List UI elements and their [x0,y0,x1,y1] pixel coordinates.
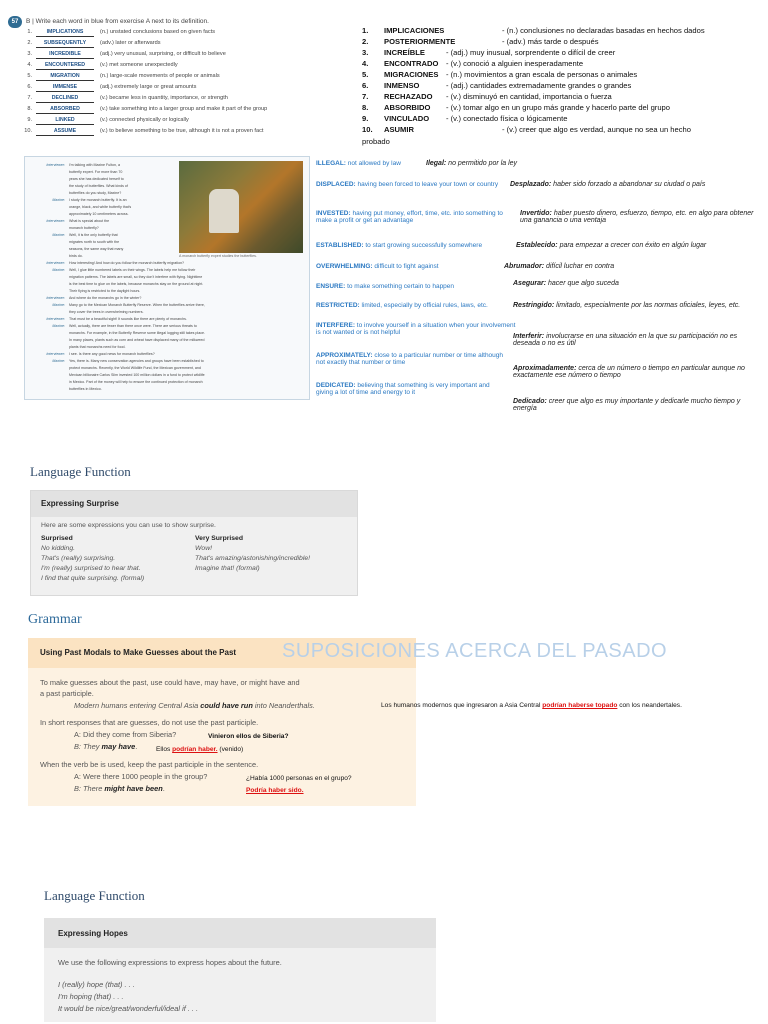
reading-line [29,198,127,202]
grammar-example-3a: A: Were there 1000 people in the group? [74,772,208,781]
reading-line [29,380,203,384]
grammar-example-2b: B: They may have. [74,742,138,751]
vocab-term: Ilegal: [426,160,447,167]
reading-line [29,212,129,216]
item-number: 6. [362,81,369,90]
line-text: butterflies do you study, Maxine? [69,191,122,195]
line-text: orange, black, and white butterfly that's [69,205,132,209]
hope-expression: It would be nice/great/wonderful/ideal if . . . [58,1004,199,1013]
very-surprised-expression: Wow! [195,545,212,552]
answer-blank[interactable]: IMPLICATIONS [36,29,94,37]
definition: (adv.) later or afterwards [100,40,161,46]
reading-line [29,254,83,258]
vocab-es-item [504,263,754,270]
speaker: Interviewer: [46,352,65,356]
vocab-def: no permitido por la ley [446,160,518,167]
surprised-expression: I'm (really) surprised to hear that. [41,565,141,572]
note-spanish-3b: Podría haber sido. [246,787,304,794]
line-text: monarchs. For example, in the Butterfly Reserve some illegal logging still takes place. [69,331,206,335]
item-word: INMENSO [384,81,420,90]
note-spanish-1: Los humanos modernos que ingresaron a Asia Central podrían haberse topado con los neandertales. [381,702,682,709]
vocab-term: Desplazado: [510,181,552,188]
note-spanish-2b: Ellos podrían haber. (venido) [156,746,244,753]
answer-blank[interactable]: DECLINED [36,95,94,103]
vocab-def: involucrarse en una situación en la que su participación no es deseada o no es útil [513,333,738,347]
row-number: 2. [27,40,32,46]
item-definition: - (adj.) cantidades extremadamente grandes o grandes [446,81,632,90]
reading-line [29,310,144,314]
vocab-term: INVESTED: [316,210,351,217]
item-number: 1. [362,26,369,35]
box-intro: Here are some expressions you can use to show surprise. [41,522,216,529]
vocab-def: hacer que algo suceda [546,280,619,287]
reading-line [29,296,141,300]
spanish-list-item [362,81,762,92]
reading-line [29,170,122,174]
answer-blank[interactable]: ABSORBED [36,106,94,114]
vocab-term: DISPLACED: [316,181,356,188]
reading-line [29,240,119,244]
line-text: Many go to the Mexican Monarch Butterfly Reserve. When the butterflies arrive there, [69,303,205,307]
definition: (v.) to believe something to be true, although it is not a proven fact [100,128,264,134]
item-number: 9. [362,114,369,123]
spanish-list-item [362,37,762,48]
spanish-list-item [362,26,762,37]
vocab-def: haber puesto dinero, esfuerzo, tiempo, etc. en algo para obtener una ganancia o una ventaja [520,210,754,224]
reading-line [29,219,109,223]
note-spanish-3a: ¿Había 1000 personas en el grupo? [246,775,352,782]
speaker: Maxine: [52,268,65,272]
grammar-example-1: Modern humans entering Central Asia could have run into Neanderthals. [74,701,315,710]
row-number: 3. [27,51,32,57]
box-header-text: Expressing Surprise [41,499,119,508]
vocab-en-item [316,322,516,336]
butterfly-photo [179,161,303,253]
reading-line [29,387,102,391]
reading-line [29,352,155,356]
reading-line [29,317,187,321]
reading-line [29,275,202,279]
item-number: 7. [362,92,369,101]
language-function-title: Language Function [30,464,131,479]
line-text: they cover the trees in overwhelming numbers. [69,310,144,314]
hope-expression: I (really) hope (that) . . . [58,980,135,989]
definition: (v.) met someone unexpectedly [100,62,178,68]
expressing-surprise-box [30,490,358,596]
line-text: approximately 10 centimeters across. [69,212,129,216]
reading-passage [24,156,310,400]
answer-blank[interactable]: LINKED [36,117,94,125]
exercise-row [27,62,348,72]
item-number: 2. [362,37,369,46]
line-text: Well, I glue little numbered labels on their wings. The labels help me follow their [69,268,196,272]
exercise-row [24,128,348,138]
vocab-def: to make something certain to happen [345,283,455,290]
item-number: 8. [362,103,369,112]
line-text: butterfly expert. For more than 70 [69,170,123,174]
line-text: That must be a beautiful sight! It sounds like there are plenty of monarchs. [69,317,187,321]
line-text: What is special about the [69,219,110,223]
box-header-text: Expressing Hopes [58,929,128,938]
definition: (v.) became less in quantity, importance, or strength [100,95,228,101]
line-text: In many places, plants such as corn and wheat have displaced many of the milkweed [69,338,205,342]
vocab-es-item [510,181,756,188]
row-number: 6. [27,84,32,90]
item-word: MIGRACIONES [384,70,439,79]
vocab-es-item [520,210,756,224]
vocab-en-item [316,210,516,224]
item-definition: - (v.) disminuyó en cantidad, importancia o fuerza [446,92,612,101]
col-head-surprised: Surprised [41,535,73,542]
exercise-row [27,95,348,105]
vocab-def: to involve yourself in a situation when your involvement is not wanted or is not helpful [316,322,516,336]
reading-line [29,268,195,272]
reading-line [29,303,205,307]
grammar-overlay-title: SUPOSICIONES ACERCA DEL PASADO [282,640,668,662]
speaker: Interviewer: [46,296,65,300]
item-definition: - (v.) conoció a alguien inesperadamente [446,59,584,68]
answer-blank[interactable]: ENCOUNTERED [36,62,94,70]
line-text: I see. Is there any good news for monarch butterflies? [69,352,155,356]
vocab-term: OVERWHELMING: [316,263,373,270]
definition: (v.) connected physically or logically [100,117,189,123]
grammar-header-text: Using Past Modals to Make Guesses about the Past [40,648,237,657]
hope-expression: I'm hoping (that) . . . [58,992,124,1001]
vocab-def: not allowed by law [345,160,401,167]
very-surprised-expression: Imagine that! (formal) [195,565,260,572]
reading-line [29,247,123,251]
line-text: Well, actually, there are fewer than there once were. There are serious threats to [69,324,197,328]
vocab-term: Establecido: [516,242,558,249]
item-number: 5. [362,70,369,79]
exercise-row [27,73,348,83]
vocab-es-item [513,365,759,379]
row-number: 9. [27,117,32,123]
answer-blank[interactable]: INCREDIBLE [36,51,94,59]
line-text: butterflies in Mexico. [69,387,102,391]
vocab-def: close to a particular number or time although not exactly that number or time [316,352,504,366]
vocab-def: having been forced to leave your town or country [355,181,499,188]
reading-line [29,177,124,181]
note-spanish-2a: Vinieron ellos de Siberia? [208,733,289,740]
row-number: 4. [27,62,32,68]
speaker: Interviewer: [46,261,65,265]
line-text: migration patterns. The labels are small, so they don't interfere with flying. Nighttime [69,275,203,279]
vocab-term: RESTRICTED: [316,302,360,309]
reading-line [29,184,128,188]
grammar-box [28,638,416,806]
line-text: years she has dedicated herself to [69,177,124,181]
reading-line [29,163,120,167]
photo-caption: A monarch butterfly expert studies the butterflies. [179,254,257,258]
line-text: the study of butterflies. What kinds of [69,184,128,188]
reading-line [29,282,203,286]
line-text: How interesting! And how do you follow the monarch butterfly migration? [69,261,185,265]
item-definition: - (adj.) muy inusual, sorprendente o difícil de creer [446,48,616,57]
line-text: plants that monarchs need for food. [69,345,126,349]
spanish-list-item [362,114,762,125]
vocab-en-item [316,283,512,290]
vocab-term: APPROXIMATELY: [316,352,373,359]
exercise-row [27,84,348,94]
definition: (adj.) extremely large or great amounts [100,84,197,90]
item-word: IMPLICACIONES [384,26,445,35]
language-function-title-2: Language Function [44,888,145,903]
reading-line [29,359,204,363]
spanish-list-item [362,70,762,81]
vocab-term: INTERFERE: [316,322,355,329]
definition: (n.) unstated conclusions based on given facts [100,29,216,35]
vocab-es-item [513,398,759,412]
reading-line [29,191,121,195]
vocab-en-item [316,263,512,270]
speaker: Maxine: [52,359,65,363]
line-text: protect monarchs. Recently, the World Wildlife Fund, the Mexican government, and [69,366,201,370]
vocab-en-item [316,181,504,188]
very-surprised-expression: That's amazing/astonishing/incredible! [195,555,311,562]
grammar-p1a: To make guesses about the past, use could have, may have, or might have and [40,678,300,687]
vocab-def: having put money, effort, time, etc. into something to make a profit or get an advantage [316,210,503,224]
item-word: POSTERIORMENTE [384,37,456,46]
vocab-term: Interferir: [513,333,545,340]
vocab-term: Dedicado: [513,398,547,405]
item-definition: - (adv.) más tarde o después [502,37,599,46]
speaker: Maxine: [52,303,65,307]
surprised-expression: That's (really) surprising. [41,555,116,562]
answer-blank[interactable]: IMMENSE [36,84,94,92]
line-text: And where do the monarchs go in the winter? [69,296,142,300]
vocab-def: para empezar a crecer con éxito en algún lugar [557,242,707,249]
speaker: Interviewer: [46,219,65,223]
reading-line [29,331,205,335]
grammar-p1b: a past participle. [40,689,94,698]
page-badge: 57 [8,16,22,28]
vocab-term: ESTABLISHED: [316,242,364,249]
line-text: migrates north to south with the [69,240,120,244]
item-word: ASUMIR [384,125,414,134]
spanish-list-item [362,125,762,136]
item-number: 4. [362,59,369,68]
speaker: Interviewer: [46,163,65,167]
grammar-title: Grammar [28,612,82,627]
vocab-def: haber sido forzado a abandonar su ciudad o país [551,181,706,188]
definition: (adj.) very unusual, surprising, or difficult to believe [100,51,226,57]
col-head-very-surprised: Very Surprised [195,535,243,542]
grammar-example-3b: B: There might have been. [74,784,165,793]
speaker: Maxine: [52,324,65,328]
reading-line [29,366,201,370]
row-number: 5. [27,73,32,79]
vocab-def: believing that something is very important and giving a lot of time and energy to it [316,382,490,396]
spanish-list-item [362,92,762,103]
vocab-term: Abrumador: [504,263,545,270]
line-text: I'm talking with Maxine Fulton, a [69,163,121,167]
vocab-def: cerca de un número o tiempo en particular aunque no exactamente ese número o tiempo [513,365,745,379]
line-text: Well, it is the only butterfly that [69,233,118,237]
vocab-def: limited, especially by official rules, laws, etc. [359,302,488,309]
vocab-def: creer que algo es muy importante y dedicarle mucho tiempo y energía [513,398,741,412]
exercise-row [27,51,348,61]
line-text: is the best time to glue on the labels, because monarchs stay on the ground at night. [69,282,204,286]
exercise-row [27,117,348,127]
vocab-en-item [316,352,508,366]
line-text: Mexican billionaire Carlos Slim invested 100 million dollars in a fund to protect wildlife [69,373,205,377]
exercise-b [8,16,348,144]
speaker: Interviewer: [46,317,65,321]
row-number: 7. [27,95,32,101]
vocab-es-item [513,333,759,347]
item-word: ABSORBIDO [384,103,431,112]
row-number: 1. [27,29,32,35]
spanish-list-item [362,48,762,59]
speaker: Maxine: [52,198,65,202]
line-text: seasons, the same way that many [69,247,124,251]
answer-blank[interactable]: SUBSEQUENTLY [36,40,94,48]
exercise-row [27,40,348,50]
item-word: ENCONTRADO [384,59,439,68]
reading-line [29,289,140,293]
vocab-en-item [316,382,508,396]
item-definition: - (v.) creer que algo es verdad, aunque no sea un hecho [502,125,691,134]
vocab-term: Asegurar: [513,280,547,287]
line-text: monarch butterfly? [69,226,99,230]
item-number: 3. [362,48,369,57]
spanish-list-tail: probado [362,137,390,146]
item-word: RECHAZADO [384,92,433,101]
vocab-es-item [516,242,756,249]
expressing-hopes-box [44,918,436,1022]
item-definition: - (v.) conectado física o lógicamente [446,114,568,123]
exercise-instruction: B | Write each word in blue from exercise A next to its definition. [26,18,209,25]
item-number: 10. [362,125,373,134]
surprised-expression: No kidding. [41,545,76,552]
answer-blank[interactable]: MIGRATION [36,73,94,81]
speaker: Maxine: [52,233,65,237]
line-text: Yes, there is. Many new conservation agencies and groups have been established to [69,359,204,363]
reading-line [29,324,197,328]
item-word: VINCULADO [384,114,430,123]
vocab-def: difícil luchar en contra [544,263,615,270]
item-definition: - (n.) movimientos a gran escala de personas o animales [446,70,638,79]
vocab-term: Invertido: [520,210,552,217]
grammar-p3: When the verb be is used, keep the past participle in the sentence. [40,760,259,769]
vocab-term: ENSURE: [316,283,346,290]
row-number: 8. [27,106,32,112]
surprised-expression: I find that quite surprising. (formal) [41,575,145,582]
line-text: I study the monarch butterfly. It is an [69,198,127,202]
box-header [44,918,436,948]
definition: (v.) take something into a larger group and make it part of the group [100,106,268,112]
box-header [31,491,357,517]
grammar-example-2a: A: Did they come from Siberia? [74,730,177,739]
vocab-def: to start growing successfully somewhere [363,242,483,249]
grammar-p2: In short responses that are guesses, do not use the past participle. [40,718,259,727]
exercise-row [27,106,348,116]
person-figure [209,189,239,233]
vocab-en-item [316,302,516,309]
reading-line [29,373,205,377]
vocab-es-item [426,160,756,167]
reading-line [29,261,184,265]
vocab-es-item [513,280,753,287]
row-number: 10. [24,128,32,134]
exercise-row [27,29,348,39]
reading-line [29,233,118,237]
answer-blank[interactable]: ASSUME [36,128,94,136]
spanish-list-item [362,59,762,70]
reading-line [29,226,99,230]
vocab-term: Aproximadamente: [513,365,577,372]
line-text: Their flying is restricted to the daylight hours. [69,289,141,293]
reading-line [29,205,131,209]
vocab-def: limitado, especialmente por las normas oficiales, leyes, etc. [554,302,741,309]
vocab-def: difficult to fight against [372,263,439,270]
item-word: INCREÍBLE [384,48,425,57]
vocab-term: DEDICATED: [316,382,356,389]
reading-line [29,345,126,349]
vocab-en-item [316,242,516,249]
item-definition: - (v.) tomar algo en un grupo más grande y hacerlo parte del grupo [446,103,670,112]
spanish-list-item [362,103,762,114]
vocab-term: Restringido: [513,302,555,309]
item-definition: - (n.) conclusiones no declaradas basadas en hechos dados [502,26,705,35]
line-text: birds do. [69,254,83,258]
line-text: in Mexico. Part of the money will help to ensure the continued protection of monarch [69,380,203,384]
box-intro: We use the following expressions to express hopes about the future. [58,958,282,967]
vocab-term: ILLEGAL: [316,160,346,167]
definition: (n.) large-scale movements of people or animals [100,73,220,79]
vocab-es-item [513,302,759,309]
reading-line [29,338,204,342]
